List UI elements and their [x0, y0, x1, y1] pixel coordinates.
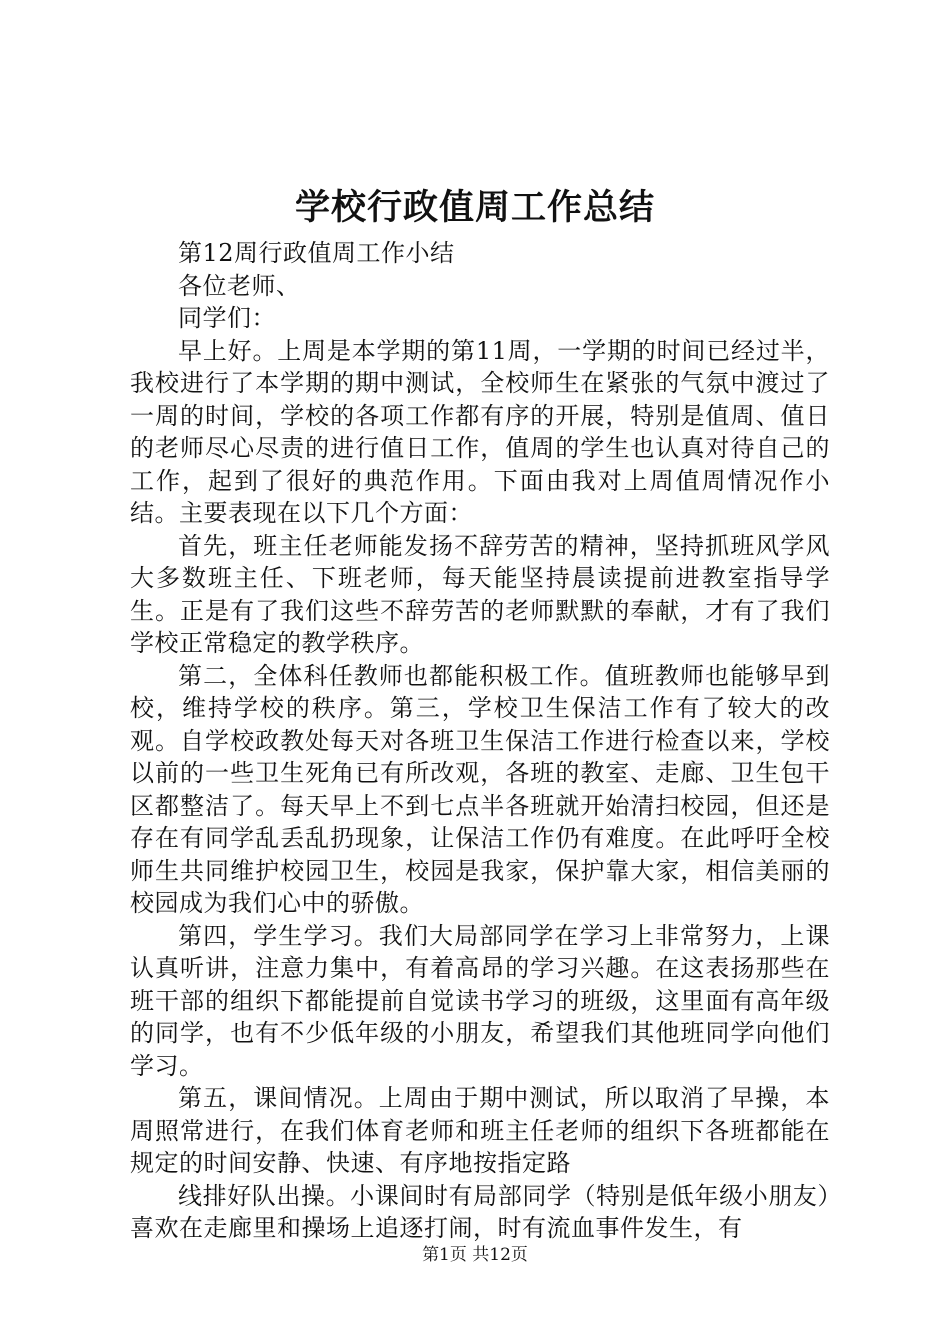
paragraph-greeting: 早上好。上周是本学期的第11周，一学期的时间已经过半，我校进行了本学期的期中测试，全校师生在紧张的气氛中渡过了一周的时间，学校的各项工作都有序的开展，特别是值周、值日的老师尽心尽责的进行值日工作，值周的学生也认真对待自己的工作，起到了很好的典范作用。下面由我对上周值周情况作小结。主要表现在以下几个方面：	[130, 336, 830, 527]
paragraph-salutation-students: 同学们：	[178, 304, 276, 332]
paragraph-fourth: 第四，学生学习。我们大局部同学在学习上非常努力，上课认真听讲，注意力集中，有着高昂的学习兴趣。在这表扬那些在班干部的组织下都能提前自觉读书学习的班级，这里面有高年级的同学，也有不少低年级的小朋友，希望我们其他班同学向他们学习。	[130, 921, 830, 1080]
paragraph-salutation-teachers: 各位老师、	[178, 271, 301, 300]
paragraph-continued: 线排好队出操。小课间时有局部同学（特别是低年级小朋友）喜欢在走廊里和操场上追逐打闹，时有流血事件发生，有	[130, 1181, 830, 1242]
document-title: 学校行政值周工作总结	[294, 188, 655, 228]
document-body	[130, 237, 830, 1245]
paragraph-subtitle: 第12周行政值周工作小结	[178, 239, 455, 267]
paragraph-first: 首先，班主任老师能发扬不辞劳苦的精神，坚持抓班风学风大多数班主任、下班老师，每天能坚持晨读提前进教室指导学生。正是有了我们这些不辞劳苦的老师默默的奉献，才有了我们学校正常稳定的教学秩序。	[130, 531, 830, 657]
page-footer: 第1页 共12页	[422, 1245, 528, 1265]
paragraph-second-third: 第二，全体科任教师也都能积极工作。值班教师也能够早到校，维持学校的秩序。第三，学校卫生保洁工作有了较大的改观。自学校政教处每天对各班卫生保洁工作进行检查以来，学校以前的一些卫生死角已有所改观，各班的教室、走廊、卫生包干区都整洁了。每天早上不到七点半各班就开始清扫校园，但还是存在有同学乱丢乱扔现象，让保洁工作仍有难度。在此呼吁全校师生共同维护校园卫生，校园是我家，保护靠大家，相信美丽的校园成为我们心中的骄傲。	[130, 661, 830, 917]
paragraph-fifth: 第五，课间情况。上周由于期中测试，所以取消了早操，本周照常进行，在我们体育老师和班主任老师的组织下各班都能在规定的时间安静、快速、有序地按指定路	[130, 1084, 830, 1177]
